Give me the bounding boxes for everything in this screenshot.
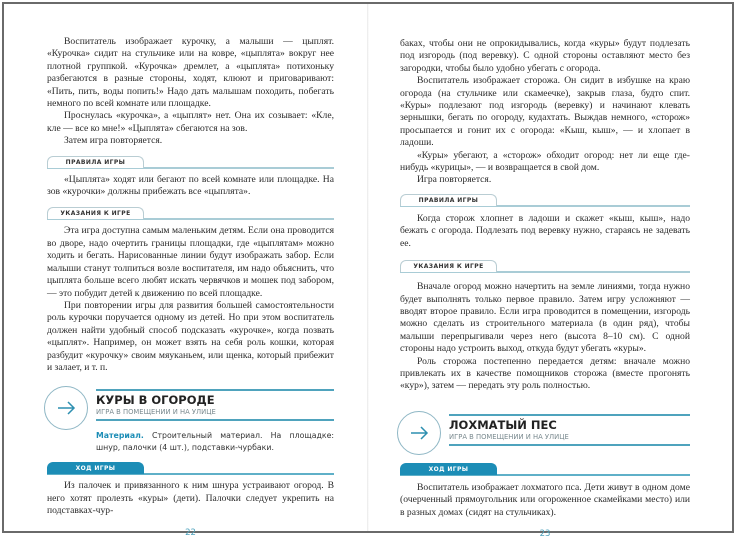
game-subtitle: ИГРА В ПОМЕЩЕНИИ И НА УЛИЦЕ — [449, 432, 569, 441]
right-progress-text — [400, 482, 690, 519]
arrow-circle-icon — [44, 386, 88, 430]
arrow-circle-icon — [397, 411, 441, 455]
paragraph: Воспитатель изображает курочку, а малыши — цыплят. «Курочка» сидит на стульчике или на ковре, «цыплята» вокруг нее плотной группкой. «Курочка» дремлет, а «цыплята» потихоньку разбегаются в разные стороны, ходят, клюют и приговаривают: «Пить, пить, воды попить!» Надо дать малышам походить, побегать немного по всей комнате или площадке. — [47, 36, 334, 110]
game-title: ЛОХМАТЫЙ ПЕС — [449, 417, 557, 432]
left-intro-text — [47, 36, 334, 148]
progress-tab-label: ХОД ИГРЫ — [47, 462, 144, 474]
paragraph: Воспитатель изображает лохматого пса. Дети живут в одном доме (очерченный прямоугольник или огороженное скамейками место) или в разных домах (сидят на стульчиках). — [400, 481, 690, 518]
guidance-tab — [47, 207, 334, 220]
paragraph: баках, чтобы они не опрокидывались, когда «куры» будут подлезать под изгородь (под веревку). С одной стороны оставляют место без загородки, чтобы было удобно убегать с огорода. — [400, 38, 690, 74]
progress-tab — [400, 463, 690, 476]
material-label: Материал. — [96, 431, 144, 441]
rules-tab — [47, 156, 334, 169]
paragraph: Проснулась «курочка», а «цыплят» нет. Она их созывает: «Кле, кле — все ко мне!» «Цыплята» сбегаются на зов. — [47, 110, 334, 134]
guidance-tab-label: УКАЗАНИЯ К ИГРЕ — [400, 260, 497, 272]
left-rules-text — [47, 174, 334, 199]
paragraph: Воспитатель изображает сторожа. Он сидит в избушке на краю огорода (на стульчике или скамеечке), закрыв глаза, будто спит. «Куры» подлезают под изгородь (веревку) и начинают клевать зернышки, бегать по огороду, кудахтать. Выждав немного, «сторож» просыпается и гонит их с огорода: «Кыш, кыш», — и хлопает в ладоши. — [400, 75, 690, 149]
rules-tab-label: ПРАВИЛА ИГРЫ — [47, 156, 144, 168]
paragraph: Игра повторяется. — [417, 174, 492, 186]
paragraph: Эта игра доступна самым маленьким детям. Если она проводится во дворе, надо очертить границы площадки, где «цыплятам» можно ходить и бегать. Нарисованные линии будут изображать забор. Если малыши станут толпиться возле воспитателя, им надо объяснить, что цыплята больше всего любят искать червячков и мошек под забором, — это побудит детей к движению по всей площадке. — [47, 225, 334, 299]
paragraph: Когда сторож хлопнет в ладоши и скажет «кыш, кыш», надо бежать с огорода. Подлезать под веревку нужно, стараясь не задевать ее. — [400, 212, 690, 249]
material-description: Строительный материал. На площадке: шнур, палочки (4 шт.), подставки-чурбаки. — [96, 431, 334, 453]
book-gutter — [367, 4, 369, 531]
paragraph: Затем игра повторяется. — [64, 135, 163, 147]
right-page — [400, 38, 690, 540]
game-subtitle: ИГРА В ПОМЕЩЕНИИ И НА УЛИЦЕ — [96, 408, 216, 417]
material-text — [96, 430, 334, 454]
right-rules-text — [400, 213, 690, 250]
paragraph: Вначале огород можно начертить на земле линиями, тогда нужно будет выполнять только первое правило. Затем игру усложняют — вводят второе правило. Если игра проводится в помещении, изгородь можно сделать из строительного материала (в один ряд), чтобы малыши перепрыгивали через него (высота 8–10 см). С одной стороны надо устроить выход, откуда будут убегать «куры». — [400, 281, 690, 355]
right-intro-text — [400, 38, 690, 187]
guidance-tab — [400, 260, 690, 273]
right-guidance-text — [400, 281, 690, 393]
page-number: 22 — [185, 527, 196, 538]
game-heading — [96, 389, 334, 421]
paragraph: «Цыплята» ходят или бегают по всей комнате или площадке. На зов «курочки» должны прибежать все «цыплята». — [47, 173, 334, 198]
game-heading-group — [47, 386, 334, 428]
progress-tab — [47, 462, 334, 475]
game-heading — [449, 414, 690, 446]
paragraph: Роль сторожа постепенно передается детям: вначале можно привлекать их в качестве помощников сторожа (вместе прогонять «кур»), затем — передать эту роль полностью. — [400, 355, 690, 392]
paragraph: При повторении игры для развития большей самостоятельности роль курочки поручается одному из детей. Но при этом воспитатель должен найти удобный способ подсказать «курочке», когда позвать «цыплят». Например, он может взять на себя роль кошки, которая разбудит «курочку» своим мяуканьем, или щенка, который прибежит и залает, и т. п. — [47, 299, 334, 373]
guidance-tab-label: УКАЗАНИЯ К ИГРЕ — [47, 207, 144, 219]
game-title: КУРЫ В ОГОРОДЕ — [96, 393, 215, 408]
left-guidance-text — [47, 225, 334, 374]
page-number: 23 — [539, 528, 551, 539]
left-progress-text — [47, 480, 334, 517]
left-page — [47, 36, 334, 539]
progress-tab-label: ХОД ИГРЫ — [400, 463, 497, 475]
game-heading-group — [400, 411, 690, 453]
paragraph: «Куры» убегают, а «сторож» обходит огород: нет ли еще где-нибудь «курицы», — и возвращается в свой дом. — [400, 149, 690, 174]
rules-tab-label: ПРАВИЛА ИГРЫ — [400, 194, 497, 206]
rules-tab — [400, 194, 690, 207]
paragraph: Из палочек и привязанного к ним шнура устраивают огород. В него хотят пролезть «куры» (дети). Палочки следует укрепить на подставках-чур- — [47, 480, 334, 517]
